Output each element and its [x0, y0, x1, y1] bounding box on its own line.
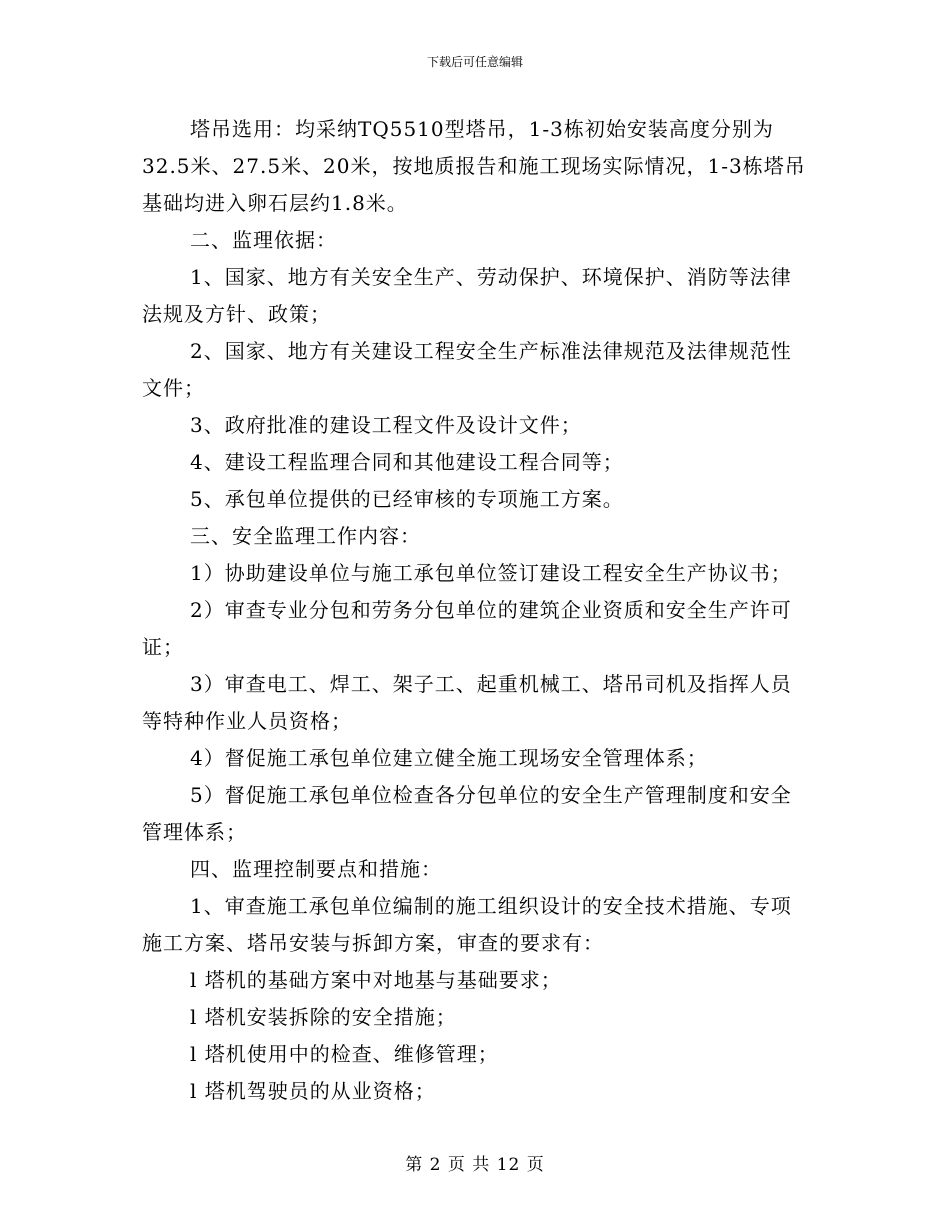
- paragraph: 1、国家、地方有关安全生产、劳动保护、环境保护、消防等法律法规及方针、政策；: [142, 265, 792, 326]
- paragraph: 3）审查电工、焊工、架子工、起重机械工、塔吊司机及指挥人员等特种作业人员资格；: [142, 672, 792, 733]
- document-body: [142, 111, 810, 1110]
- section-heading-safety-supervision: 三、安全监理工作内容：: [190, 524, 421, 548]
- paragraph: 4、建设工程监理合同和其他建设工程合同等；: [190, 450, 624, 474]
- paragraph: 5、承包单位提供的已经审核的专项施工方案。: [190, 487, 624, 511]
- section-heading-control-points: 四、监理控制要点和措施：: [190, 857, 442, 881]
- paragraph: 5）督促施工承包单位检查各分包单位的安全生产管理制度和安全管理体系；: [142, 783, 792, 844]
- page-number: 第 2 页 共 12 页: [405, 1155, 545, 1175]
- paragraph: 1、审查施工承包单位编制的施工组织设计的安全技术措施、专项施工方案、塔吊安装与拆卸方案，审查的要求有：: [142, 894, 792, 955]
- page-header: 下载后可任意编辑: [426, 55, 523, 69]
- list-item: l 塔机安装拆除的安全措施；: [190, 1005, 457, 1029]
- paragraph: 2）审查专业分包和劳务分包单位的建筑企业资质和安全生产许可证；: [142, 598, 792, 659]
- paragraph: 2、国家、地方有关建设工程安全生产标准法律规范及法律规范性文件；: [142, 339, 792, 400]
- paragraph-tower-crane-selection: 塔吊选用：均采纳TQ5510型塔吊，1-3栋初始安装高度分别为32.5米、27.5米、20米，按地质报告和施工现场实际情况，1-3栋塔吊基础均进入卵石层约1.8米。: [142, 117, 806, 215]
- list-item: l 塔机使用中的检查、维修管理；: [190, 1042, 499, 1066]
- list-item: l 塔机驾驶员的从业资格；: [190, 1079, 436, 1103]
- paragraph: 4）督促施工承包单位建立健全施工现场安全管理体系；: [190, 746, 708, 770]
- paragraph: 1）协助建设单位与施工承包单位签订建设工程安全生产协议书；: [190, 561, 792, 585]
- paragraph: 3、政府批准的建设工程文件及设计文件；: [190, 413, 582, 437]
- list-item: l 塔机的基础方案中对地基与基础要求；: [190, 968, 562, 992]
- section-heading-supervision-basis: 二、监理依据：: [190, 228, 337, 252]
